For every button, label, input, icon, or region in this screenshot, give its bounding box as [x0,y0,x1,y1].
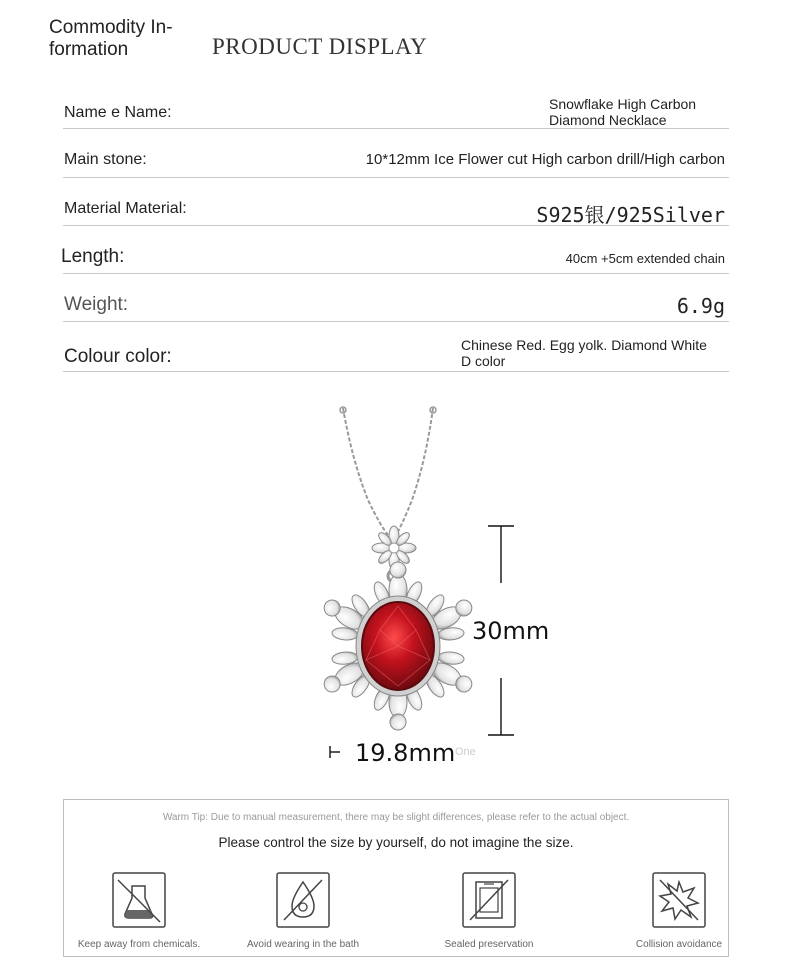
width-dimension [330,746,340,758]
care-item-sealed [414,872,564,950]
spec-row-name [63,92,729,129]
care-item-chemicals [64,872,214,950]
spec-row-length [63,225,729,274]
care-label: Keep away from chemicals. [77,939,201,950]
height-label: 30mm [472,617,550,645]
spec-row-colour [63,321,729,372]
care-label: Avoid wearing in the bath [246,939,360,950]
care-label: Collision avoidance [635,939,723,950]
warm-tip-box [63,799,729,957]
warm-tip-text: Warm Tip: Due to manual measurement, there may be slight differences, please refer to the actual object. [162,812,630,823]
commodity-info-heading: Commodity In- formation [49,17,173,60]
necklace-image [0,380,800,780]
spec-value: 6.9g [676,294,725,318]
spec-value: 40cm +5cm extended chain [565,251,725,266]
spec-label: Length: [61,246,125,267]
care-item-bath [228,872,378,950]
size-notice-text: Please control the size by yourself, do not imagine the size. [218,835,574,850]
spec-label: Name e Name: [64,104,172,121]
care-item-collision [604,872,754,950]
spec-label: Colour color: [64,346,172,367]
spec-value: 10*12mm Ice Flower cut High carbon drill/High carbon [365,151,725,168]
collision-icon [652,872,706,928]
spec-row-weight [63,273,729,322]
sealed-box-icon [462,872,516,928]
bath-icon [276,872,330,928]
spec-row-main-stone [63,128,729,178]
spec-value: Chinese Red. Egg yolk. Diamond White D color [461,337,707,369]
spec-row-material [63,177,729,226]
chemicals-icon [112,872,166,928]
spec-label: Material Material: [64,200,187,217]
width-label: 19.8mm [355,739,456,767]
spec-label: Main stone: [64,151,147,168]
care-label: Sealed preservation [444,939,534,950]
chain [343,408,433,535]
spec-value: S925银/925Silver [536,203,725,227]
product-display-title: PRODUCT DISPLAY [212,34,428,59]
spec-value: Snowflake High Carbon Diamond Necklace [549,96,697,128]
spec-label: Weight: [64,294,129,315]
watermark-text: One [455,746,476,758]
